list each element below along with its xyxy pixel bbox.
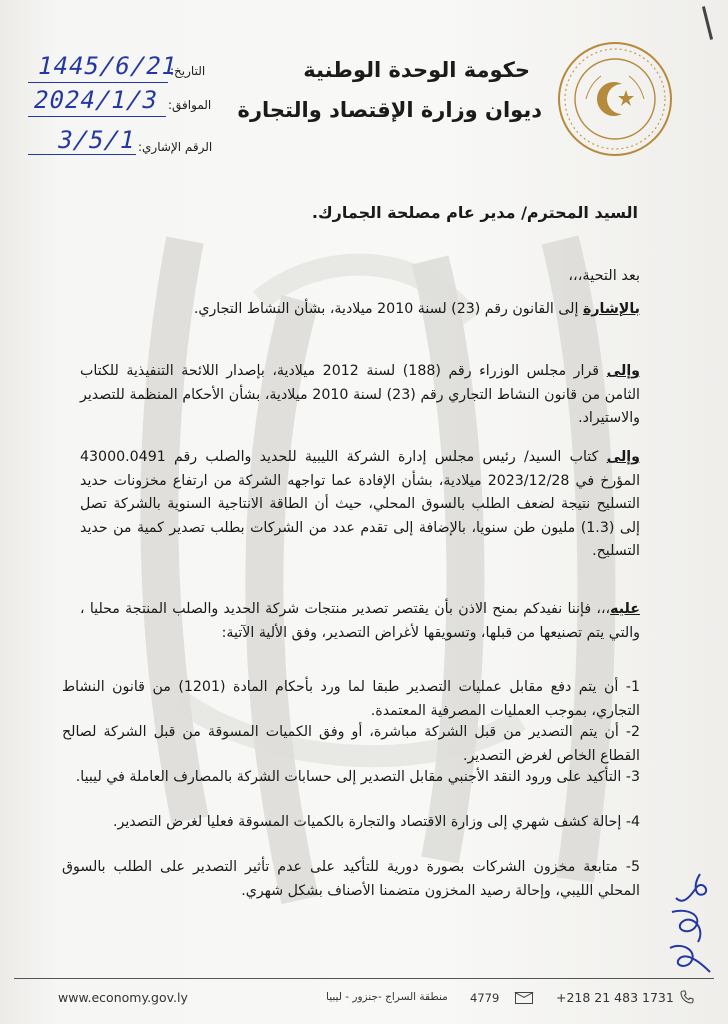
date-underline <box>28 82 168 83</box>
reference-label: الرقم الإشاري: <box>138 140 213 154</box>
corner-pen-mark <box>702 6 713 40</box>
paragraph-body: ،،، فإننا نفيدكم بمنح الاذن بأن يقتصر تصدير منتجات شركة الحديد والصلب المنتجة محليا ، والتي يتم تصنيعها من قبلها، وتسويقها لأغراض التصدير، وفق الألية الآتية: <box>80 601 640 641</box>
list-item: 1- أن يتم دفع مقابل عمليات التصدير طبقا لما ورد بأحكام المادة (1201) من قانون النشاط التجاري، بموجب العمليات المصرفية المعتمدة. <box>62 679 640 719</box>
government-title: حكومة الوحدة الوطنية <box>303 58 530 82</box>
phone-icon <box>680 990 694 1004</box>
mail-icon <box>515 992 533 1004</box>
footer-po-box: 4779 <box>470 991 500 1005</box>
paragraph-reference-law <box>80 298 640 322</box>
list-item: 2- أن يتم التصدير من قبل الشركة مباشرة، أو وفق الكميات المسوقة من قبل الشركة لصالح القطاع الخاص لغرض التصدير. <box>62 724 640 764</box>
date-value: 1445/6/21 <box>35 52 181 80</box>
handwritten-signature <box>652 868 716 978</box>
date-label: التاريخ: <box>170 64 206 78</box>
ministry-title: ديوان وزارة الإقتصاد والتجارة <box>237 98 542 122</box>
paragraph-permission <box>80 598 640 645</box>
paragraph-keyword: بالإشارة <box>582 301 640 317</box>
paragraph-body: إلى القانون رقم (23) لسنة 2010 ميلادية، بشأن النشاط التجاري. <box>193 301 583 317</box>
paragraph-council-decision <box>80 360 640 431</box>
paragraph-company-letter <box>80 446 640 564</box>
letter-addressee: السيد المحترم/ مدير عام مصلحة الجمارك. <box>311 203 638 222</box>
paragraph-keyword: عليه <box>610 601 640 617</box>
list-item: 3- التأكيد على ورود النقد الأجنبي مقابل التصدير إلى حسابات الشركة بالمصارف العاملة في ليبيا. <box>75 769 640 785</box>
list-item: 4- إحالة كشف شهري إلى وزارة الاقتصاد والتجارة بالكميات المسوقة فعليا لغرض التصدير. <box>113 814 640 830</box>
corresponding-value: 2024/1/3 <box>31 86 161 114</box>
reference-value: 3/5/1 <box>55 126 139 154</box>
emblem-seal-icon <box>556 40 674 158</box>
corresponding-label: الموافق: <box>168 98 212 112</box>
paragraph-body: قرار مجلس الوزراء رقم (188) لسنة 2012 ميلادية، بإصدار اللائحة التنفيذية للكتاب الثامن من قانون النشاط التجاري رقم (23) لسنة 2010 ميلادية، بشأن الأحكام المنظمة للتصدير والاستيراد. <box>80 363 640 426</box>
reference-underline <box>28 154 136 155</box>
footer-address: منطقة السراج -جنزور - ليبيا <box>326 991 448 1003</box>
footer-website-link[interactable]: www.economy.gov.ly <box>58 990 188 1005</box>
list-item: 5- متابعة مخزون الشركات بصورة دورية للتأكيد على عدم تأثير التصدير على الطلب بالسوق المحلي الليبي، وإحالة رصيد المخزون متضمنا الأصناف بشكل شهري. <box>62 859 640 899</box>
corresponding-underline <box>28 116 166 117</box>
paragraph-keyword: وإلى <box>606 363 641 379</box>
footer-divider <box>14 978 714 979</box>
letter-greeting: بعد التحية،،، <box>568 268 640 284</box>
paragraph-body: كتاب السيد/ رئيس مجلس إدارة الشركة الليبية للحديد والصلب رقم 43000.0491 المؤرخ في 2023/12/28 ميلادية، بشأن الإفادة عما تواجهه الشركة من ارتفاع مخزونات حديد التسليح نتيجة لضعف الطلب بالسوق المحلي، حيث أن الطاقة الانتاجية السنوية بالشركة تصل إلى (1.3) مليون طن سنويا، بالإضافة إلى تقدم عدد من الشركات بطلب تصدير كمية من حديد التسليح. <box>80 449 641 559</box>
paragraph-keyword: وإلى <box>606 449 640 465</box>
footer-phone: +218 21 483 1731 <box>556 990 674 1005</box>
